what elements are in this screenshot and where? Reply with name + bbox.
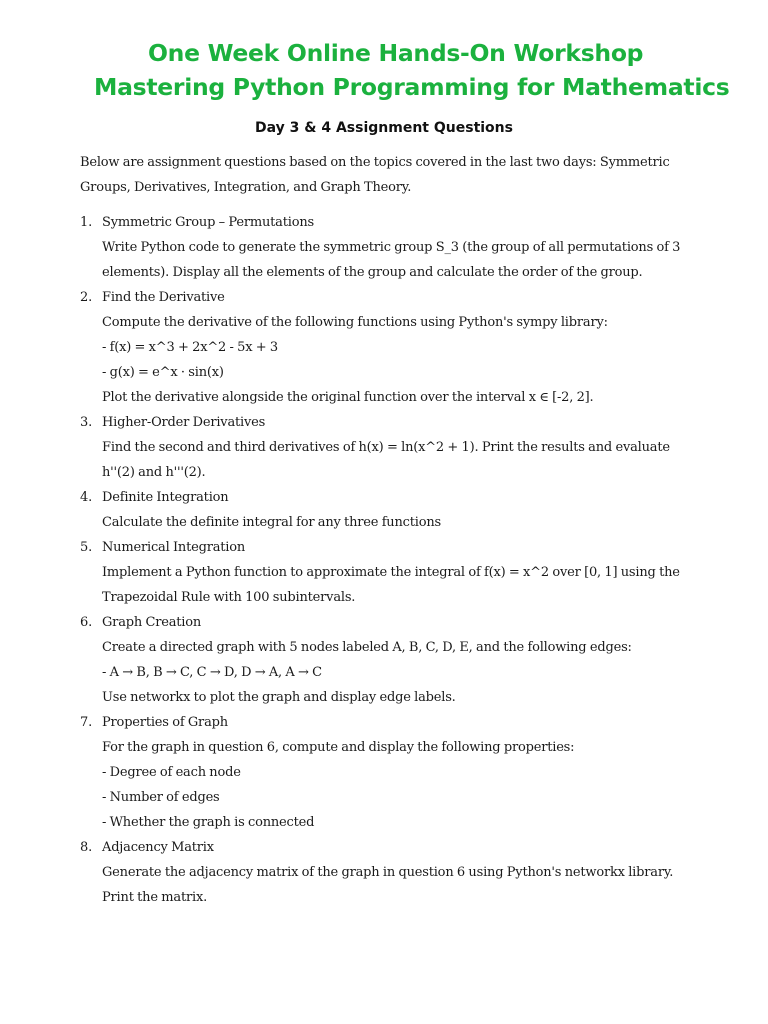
question-text: Generate the adjacency matrix of the graph in question 6 using Python's networkx library. Print the matrix. <box>102 865 674 905</box>
question-number: 6. <box>80 615 93 630</box>
question-text: Plot the derivative alongside the original function over the interval x ∈ [-2, 2]. <box>102 390 594 405</box>
question-number: 4. <box>80 490 93 505</box>
question-number: 3. <box>80 415 93 430</box>
question-item <box>80 485 700 535</box>
question-item <box>80 710 700 835</box>
question-title: Find the Derivative <box>102 290 225 305</box>
question-text: Use networkx to plot the graph and display edge labels. <box>102 690 456 705</box>
question-title: Graph Creation <box>102 615 202 630</box>
question-text: - Degree of each node <box>102 765 241 780</box>
assignment-heading: Day 3 & 4 Assignment Questions <box>255 120 513 136</box>
question-item <box>80 610 700 710</box>
question-title: Higher-Order Derivatives <box>102 415 266 430</box>
question-number: 5. <box>80 540 93 555</box>
question-title: Definite Integration <box>102 490 229 505</box>
question-text: For the graph in question 6, compute and display the following properties: <box>102 740 575 755</box>
question-text: Find the second and third derivatives of h(x) = ln(x^2 + 1). Print the results and evaluate h''(2) and h'''(2). <box>102 440 670 480</box>
question-text: - Whether the graph is connected <box>102 815 315 830</box>
question-list <box>80 210 700 910</box>
workshop-subtitle: Mastering Python Programming for Mathematics <box>94 73 730 101</box>
question-number: 2. <box>80 290 93 305</box>
question-title: Symmetric Group – Permutations <box>102 215 314 230</box>
workshop-banner <box>0 36 768 104</box>
question-text: - f(x) = x^3 + 2x^2 - 5x + 3 <box>102 340 278 355</box>
question-text: Implement a Python function to approximate the integral of f(x) = x^2 over [0, 1] using the Trapezoidal Rule with 100 subintervals. <box>102 565 680 605</box>
question-text: Create a directed graph with 5 nodes labeled A, B, C, D, E, and the following edges: <box>102 640 632 655</box>
question-title: Numerical Integration <box>102 540 246 555</box>
question-text: Calculate the definite integral for any three functions <box>102 515 441 530</box>
question-number: 8. <box>80 840 93 855</box>
workshop-title: One Week Online Hands-On Workshop <box>148 39 644 67</box>
question-text: - Number of edges <box>102 790 220 805</box>
question-text: Compute the derivative of the following functions using Python's sympy library: <box>102 315 608 330</box>
question-text: - A → B, B → C, C → D, D → A, A → C <box>102 665 322 680</box>
question-text: Write Python code to generate the symmetric group S_3 (the group of all permutations of 3 elements). Display all the elements of the group and calculate the order of the group. <box>102 240 681 280</box>
question-title: Adjacency Matrix <box>102 840 214 855</box>
question-text: - g(x) = e^x · sin(x) <box>102 365 224 380</box>
intro-paragraph: Below are assignment questions based on the topics covered in the last two days: Symmetric Groups, Derivatives, Integration, and Graph Theory. <box>80 155 670 195</box>
question-item <box>80 535 700 610</box>
question-item <box>80 210 700 285</box>
question-item <box>80 835 700 910</box>
question-title: Properties of Graph <box>102 715 228 730</box>
question-item <box>80 410 700 485</box>
question-number: 7. <box>80 715 93 730</box>
question-item <box>80 285 700 410</box>
question-number: 1. <box>80 215 93 230</box>
